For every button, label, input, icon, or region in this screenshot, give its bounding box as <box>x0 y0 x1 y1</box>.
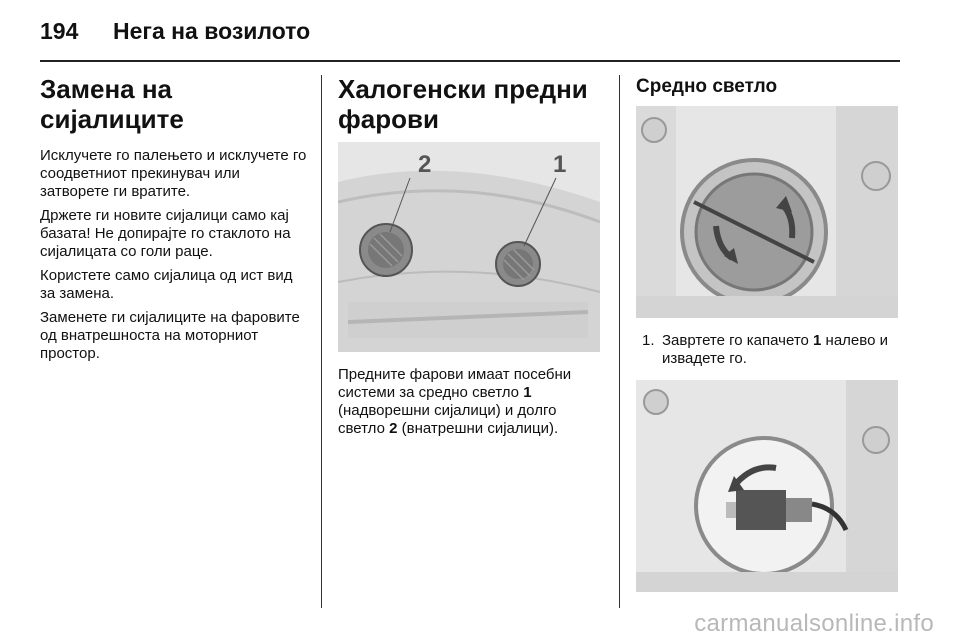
step-text: Завртете го капачето 1 налево и извадете го. <box>662 332 888 367</box>
paragraph-hold-bulbs: Држете ги новите сијалици само кај базата! Не допирајте го стаклото на сијалицата со голи раце. <box>40 207 291 260</box>
paragraph-same-type: Користете само сијалица од ист вид за замена. <box>40 267 293 302</box>
page-number: 194 <box>40 18 79 44</box>
watermark: carmanualsonline.info <box>694 610 934 637</box>
figure-caption: Предните фарови имаат посебни системи за средно светло 1 (надворешни сијалици) и долго светло 2 (внатрешни сијалици). <box>338 366 572 437</box>
step-1 <box>642 332 904 368</box>
column-divider-1 <box>321 75 322 608</box>
low-beam-cap-illustration <box>636 106 898 318</box>
column-bulb-replacement <box>40 74 308 369</box>
column-halogen-headlights <box>338 74 606 438</box>
section-heading-halogen-headlights: Халогенски предни фарови <box>338 74 588 134</box>
chapter-title: Нега на возилото <box>113 18 311 44</box>
section-heading-bulb-replacement: Замена на сијалиците <box>40 74 184 134</box>
paragraph-ignition: Исклучете го палењето и исклучете го соодветниот прекинувач или затворете ги вратите. <box>40 147 307 200</box>
callout-2: 2 <box>418 151 432 178</box>
column-low-beam <box>636 74 904 592</box>
section-heading-low-beam: Средно светло <box>636 76 778 97</box>
column-divider-2 <box>619 75 620 608</box>
bulb-removal-illustration <box>636 380 898 592</box>
paragraph-engine-compartment: Заменете ги сијалиците на фаровите од внатрешноста на моторниот простор. <box>40 309 300 362</box>
step-number: 1. <box>642 332 655 349</box>
callout-1: 1 <box>553 151 567 178</box>
header-rule <box>40 60 900 62</box>
headlight-illustration <box>338 142 600 352</box>
